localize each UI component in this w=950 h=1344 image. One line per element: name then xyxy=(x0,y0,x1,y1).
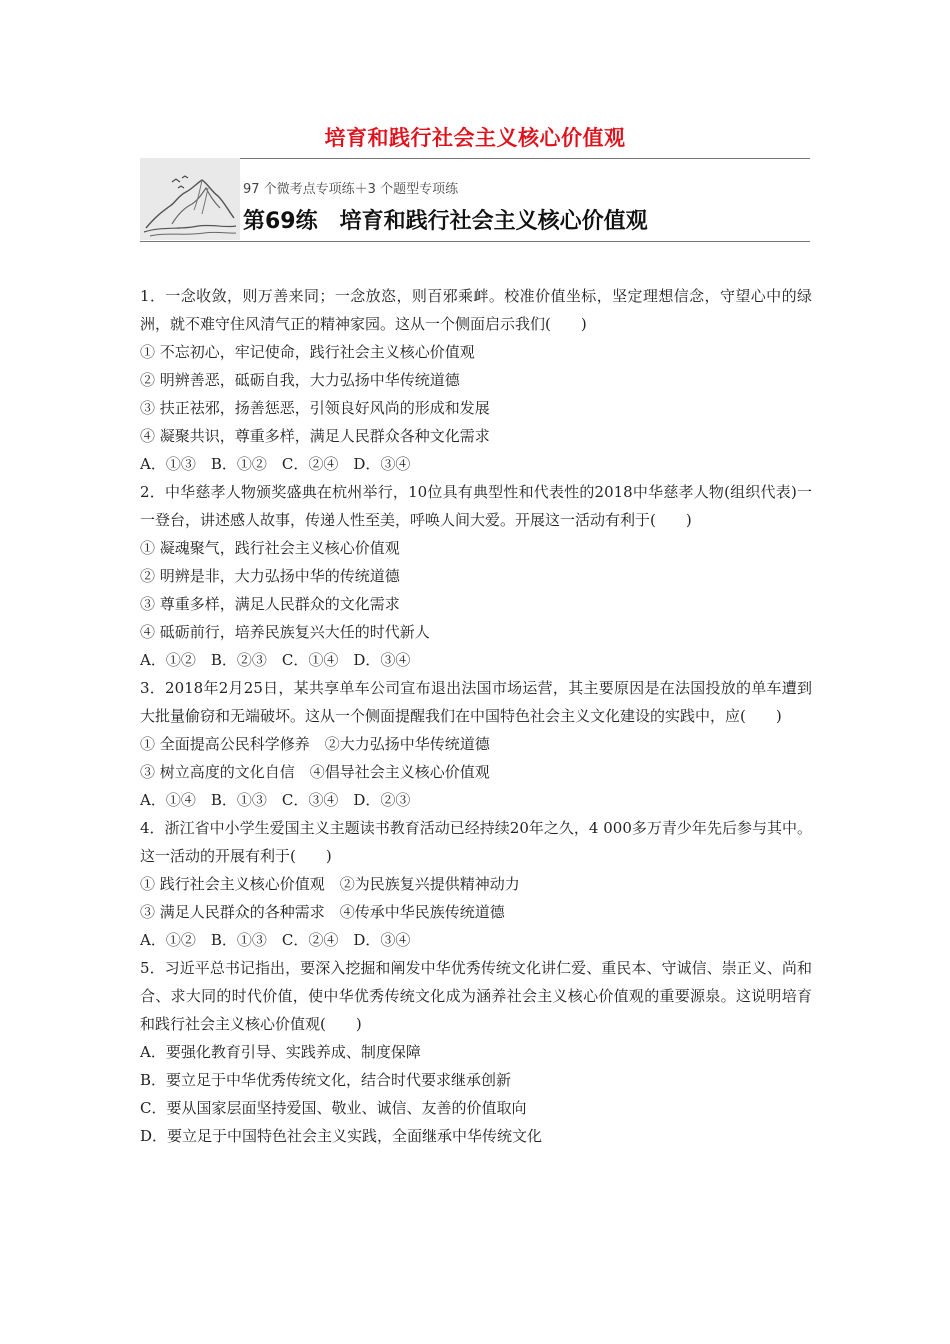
question-stem: 3．2018年2月25日，某共享单车公司宣布退出法国市场运营，其主要原因是在法国投放的单车遭到大批量偷窃和无端破坏。这从一个侧面提醒我们在中国特色社会主义文化建设的实践中，应( ) xyxy=(140,679,812,725)
option-item: A．要强化教育引导、实践养成、制度保障 xyxy=(140,1043,421,1061)
question-5 xyxy=(140,954,812,1150)
question-1 xyxy=(140,282,812,478)
question-3 xyxy=(140,674,812,814)
option-item: ③ 树立高度的文化自信 ④倡导社会主义核心价值观 xyxy=(140,763,490,781)
option-item: ② 明辨是非，大力弘扬中华的传统道德 xyxy=(140,567,400,585)
banner-bottom-rule xyxy=(140,241,810,242)
option-item: ④ 凝聚共识，尊重多样，满足人民群众各种文化需求 xyxy=(140,427,490,445)
question-list xyxy=(140,282,812,1150)
lesson-banner xyxy=(140,158,810,242)
question-stem: 1．一念收敛，则万善来同；一念放恣，则百邪乘衅。校准价值坐标，坚定理想信念，守望心中的绿洲，就不难守住风清气正的精神家园。这从一个侧面启示我们( ) xyxy=(140,287,812,333)
option-item: ④ 砥砺前行，培养民族复兴大任的时代新人 xyxy=(140,623,430,641)
question-stem: 2．中华慈孝人物颁奖盛典在杭州举行，10位具有典型性和代表性的2018中华慈孝人物(组织代表)一一登台，讲述感人故事，传递人性至美，呼唤人间大爱。开展这一活动有利于( ) xyxy=(140,483,812,529)
question-2 xyxy=(140,478,812,674)
series-note: 97 个微考点专项练＋3 个题型专项练 xyxy=(243,182,459,197)
page-title: 培育和践行社会主义核心价值观 xyxy=(324,126,626,150)
question-4 xyxy=(140,814,812,954)
option-item: B．要立足于中华优秀传统文化，结合时代要求继承创新 xyxy=(140,1071,512,1089)
option-item: ③ 尊重多样，满足人民群众的文化需求 xyxy=(140,595,400,613)
option-item: D．要立足于中国特色社会主义实践，全面继承中华传统文化 xyxy=(140,1127,543,1145)
banner-top-rule xyxy=(140,158,810,159)
option-item: ① 践行社会主义核心价值观 ②为民族复兴提供精神动力 xyxy=(140,875,520,893)
answer-choices: A．①② B．②③ C．①④ D．③④ xyxy=(140,651,411,669)
option-item: ① 不忘初心，牢记使命，践行社会主义核心价值观 xyxy=(140,343,475,361)
option-item: ① 凝魂聚气，践行社会主义核心价值观 xyxy=(140,539,400,557)
option-item: ③ 扶正祛邪，扬善惩恶，引领良好风尚的形成和发展 xyxy=(140,399,490,417)
option-item: ② 明辨善恶，砥砺自我，大力弘扬中华传统道德 xyxy=(140,371,460,389)
question-stem: 4．浙江省中小学生爱国主义主题读书教育活动已经持续20年之久，4 000多万青少年先后参与其中。这一活动的开展有利于( ) xyxy=(140,819,812,865)
option-item: ③ 满足人民群众的各种需求 ④传承中华民族传统道德 xyxy=(140,903,505,921)
answer-choices: A．①③ B．①② C．②④ D．③④ xyxy=(140,455,411,473)
option-item: ① 全面提高公民科学修养 ②大力弘扬中华传统道德 xyxy=(140,735,490,753)
lesson-title: 第69练 培育和践行社会主义核心价值观 xyxy=(243,209,648,234)
option-item: C．要从国家层面坚持爱国、敬业、诚信、友善的价值取向 xyxy=(140,1099,527,1117)
question-stem: 5．习近平总书记指出，要深入挖掘和阐发中华优秀传统文化讲仁爱、重民本、守诚信、崇正义、尚和合、求大同的时代价值，使中华优秀传统文化成为涵养社会主义核心价值观的重要源泉。这说明培育和践行社会主义核心价值观( ) xyxy=(140,959,812,1033)
answer-choices: A．①② B．①③ C．②④ D．③④ xyxy=(140,931,411,949)
mountain-landscape-icon xyxy=(142,166,238,240)
answer-choices: A．①④ B．①③ C．③④ D．②③ xyxy=(140,791,411,809)
